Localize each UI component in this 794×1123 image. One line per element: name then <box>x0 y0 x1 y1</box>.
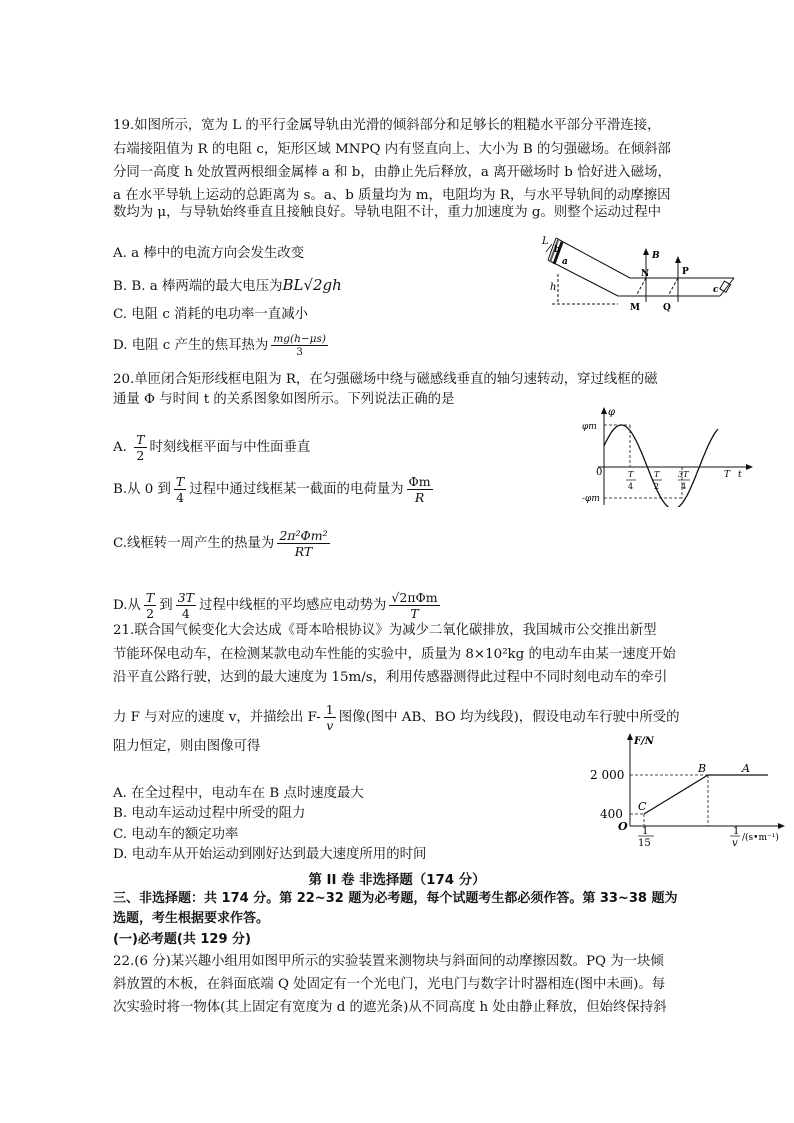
q19-line-4: a 在水平导轨上运动的总距离为 s。a、b 质量均为 m，电阻均为 R，与水平导轨间的动摩擦因 <box>113 188 671 203</box>
q20-c-num: 2π²Φm² <box>279 528 328 543</box>
label-M: M <box>630 303 640 313</box>
graph-ylabel: F/N <box>634 736 654 747</box>
graph-T-label: T <box>724 470 731 480</box>
q20-a-num: T <box>136 432 145 447</box>
q19-option-a: A. a 棒中的电流方向会发生改变 <box>113 246 305 261</box>
label-P: P <box>682 267 689 277</box>
tick-t2-num: T <box>654 470 660 479</box>
q21-line-3: 沿平直公路行驶，达到的最大速度为 15m/s，利用传感器测得此过程中不同时刻电动车的牵引 <box>113 670 668 685</box>
q22-line-1: 22.(6 分)某兴趣小组用如图甲所示的实验装置来测物块与斜面间的动摩擦因数。PQ 为一块倾 <box>113 954 664 969</box>
xlabel-den: v <box>732 838 738 848</box>
q20-d-den3: T <box>410 606 419 621</box>
q20-option-a-text: 时刻线框平面与中性面垂直 <box>149 440 311 455</box>
flux-curve <box>604 425 718 507</box>
graph-origin: 0 <box>596 467 603 478</box>
q19-option-b-math: BL√2gh <box>282 276 342 294</box>
q20-option-c-text: C.线框转一周产生的热量为 <box>113 536 275 551</box>
q19-line-3: 分同一高度 h 处放置两根细金属棒 a 和 b，由静止先后释放，a 离开磁场时 b 恰好进入磁场， <box>113 165 671 180</box>
q20-option-c <box>113 528 333 559</box>
section-line-1: 三、非选择题：共 174 分。第 22~32 题为必考题，每个试题考生都必须作答。第 33~38 题为 <box>113 891 678 906</box>
q19-line-5: 数均为 μ，与导轨始终垂直且接触良好。导轨电阻不计，重力加速度为 g。则整个运动过程中 <box>113 205 662 220</box>
point-B: B <box>698 762 707 775</box>
q21-option-b: B. 电动车运动过程中所受的阻力 <box>113 806 306 821</box>
tick-2000: 2 000 <box>590 768 625 782</box>
q19-option-c: C. 电阻 c 消耗的电功率一直减小 <box>113 307 308 322</box>
q20-option-b <box>113 474 436 505</box>
q19-option-d <box>113 333 331 358</box>
tick-3t4-den: 4 <box>681 482 687 491</box>
q20-option-d-text: 过程中线框的平均感应电动势为 <box>198 598 387 613</box>
q19-line-2: 右端接阻值为 R 的电阻 c，矩形区域 MNPQ 内有竖直向上、大小为 B 的匀强磁场。在倾斜部 <box>113 142 671 157</box>
q20-b-den2: R <box>414 490 425 505</box>
q21-line-4-den: v <box>326 718 334 733</box>
section-line-3: (一)必考题(共 129 分) <box>113 932 251 947</box>
point-C: C <box>638 800 647 813</box>
tick-400: 400 <box>600 807 623 821</box>
q20-option-d-to: 到 <box>159 598 173 613</box>
label-L: L <box>542 236 549 247</box>
xlabel-unit: /(s•m⁻¹) <box>742 833 779 843</box>
q20-d-num1: T <box>145 590 155 605</box>
segment-CB <box>644 775 708 814</box>
graph-phi-label: φ <box>608 407 616 418</box>
q20-option-d <box>113 590 443 621</box>
label-c: c <box>713 285 719 295</box>
tick-1-15-num: 1 <box>642 826 649 837</box>
q21-line-4-suffix: 图像(图中 AB、BO 均为线段)，假设电动车行驶中所受的 <box>338 710 680 725</box>
label-Q: Q <box>663 303 671 313</box>
section-title: 第 II 卷 非选择题（174 分） <box>308 873 486 888</box>
label-b: b <box>554 245 561 255</box>
tick-3t4-num: 3T <box>678 470 689 479</box>
q21-force-graph <box>588 730 788 848</box>
tick-t4-num: T <box>628 470 634 479</box>
q19-option-d-den: 3 <box>296 346 303 358</box>
q20-line-1: 20.单匝闭合矩形线框电阻为 R，在匀强磁场中绕与磁感线垂直的轴匀速转动，穿过线框的磁 <box>113 372 658 387</box>
label-h: h <box>550 282 557 293</box>
q22-line-2: 斜放置的木板，在斜面底端 Q 处固定有一个光电门，光电门与数字计时器相连(图中未画)。每 <box>113 977 666 992</box>
q20-b-num2: Φm <box>408 474 431 489</box>
q19-option-d-num: mg(h−μs) <box>273 333 326 345</box>
q20-a-den: 2 <box>134 447 146 463</box>
q22-line-3: 次实验时将一物体(其上固定有宽度为 d 的遮光条)从不同高度 h 处由静止释放，但始终保持斜 <box>113 1000 667 1015</box>
tick-t2-den: 2 <box>654 482 660 491</box>
q21-line-5: 阻力恒定，则由图像可得 <box>113 739 261 754</box>
q20-b-den: 4 <box>176 490 185 505</box>
graph-t-label: t <box>738 470 742 480</box>
q20-d-den2: 4 <box>181 606 190 621</box>
q20-line-2: 通量 Φ 与时间 t 的关系图象如图所示。下列说法正确的是 <box>113 392 455 407</box>
q19-option-b-text: B. B. a 棒两端的最大电压为 <box>113 279 283 294</box>
q21-line-4-num: 1 <box>325 702 334 717</box>
tick-t4-den: 4 <box>628 482 634 491</box>
point-A: A <box>742 762 750 775</box>
q20-d-num2: 3T <box>177 590 194 605</box>
q20-d-num3: √2πΦm <box>391 590 438 605</box>
q19-option-b <box>113 275 342 297</box>
q21-line-2: 节能环保电动车，在检测某款电动车性能的实验中，质量为 8×10²kg 的电动车由某一速度开始 <box>113 647 676 662</box>
q20-option-d-prefix: D.从 <box>113 598 141 613</box>
tick-1-15-den: 15 <box>638 838 651 848</box>
q20-option-a-label: A. <box>113 440 127 455</box>
q20-flux-graph <box>582 405 757 507</box>
q19-option-d-text: D. 电阻 c 产生的焦耳热为 <box>113 338 269 353</box>
section-line-2: 选题，考生根据要求作答。 <box>113 911 270 926</box>
q20-c-den: RT <box>294 544 313 559</box>
graph-neg-phim-label: -φm <box>582 494 600 504</box>
q20-b-num: T <box>175 474 185 489</box>
q21-line-4-prefix: 力 F 与对应的速度 v，并描绘出 F- <box>113 710 321 725</box>
q21-line-1: 21.联合国气候变化大会达成《哥本哈根协议》为减少二氧化碳排放，我国城市公交推出新型 <box>113 623 657 638</box>
q20-option-a <box>113 432 310 463</box>
label-N: N <box>641 269 650 279</box>
q20-d-den1: 2 <box>146 606 155 621</box>
origin-O: O <box>618 820 628 833</box>
q21-line-4 <box>113 702 680 733</box>
label-a: a <box>562 257 568 267</box>
label-B: B <box>652 251 660 261</box>
q19-rail-figure <box>538 230 738 320</box>
q20-option-b-prefix: B.从 0 到 <box>113 482 171 497</box>
xlabel-num: 1 <box>733 826 740 837</box>
q21-option-d: D. 电动车从开始运动到刚好达到最大速度所用的时间 <box>113 847 427 862</box>
q19-line-1: 19.如图所示，宽为 L 的平行金属导轨由光滑的倾斜部分和足够长的粗糙水平部分平滑连接， <box>113 118 661 133</box>
q21-option-a: A. 在全过程中，电动车在 B 点时速度最大 <box>113 786 364 801</box>
q20-option-b-text: 过程中通过线框某一截面的电荷量为 <box>189 482 404 497</box>
q21-option-c: C. 电动车的额定功率 <box>113 827 239 842</box>
graph-phim-label: φm <box>582 422 597 432</box>
